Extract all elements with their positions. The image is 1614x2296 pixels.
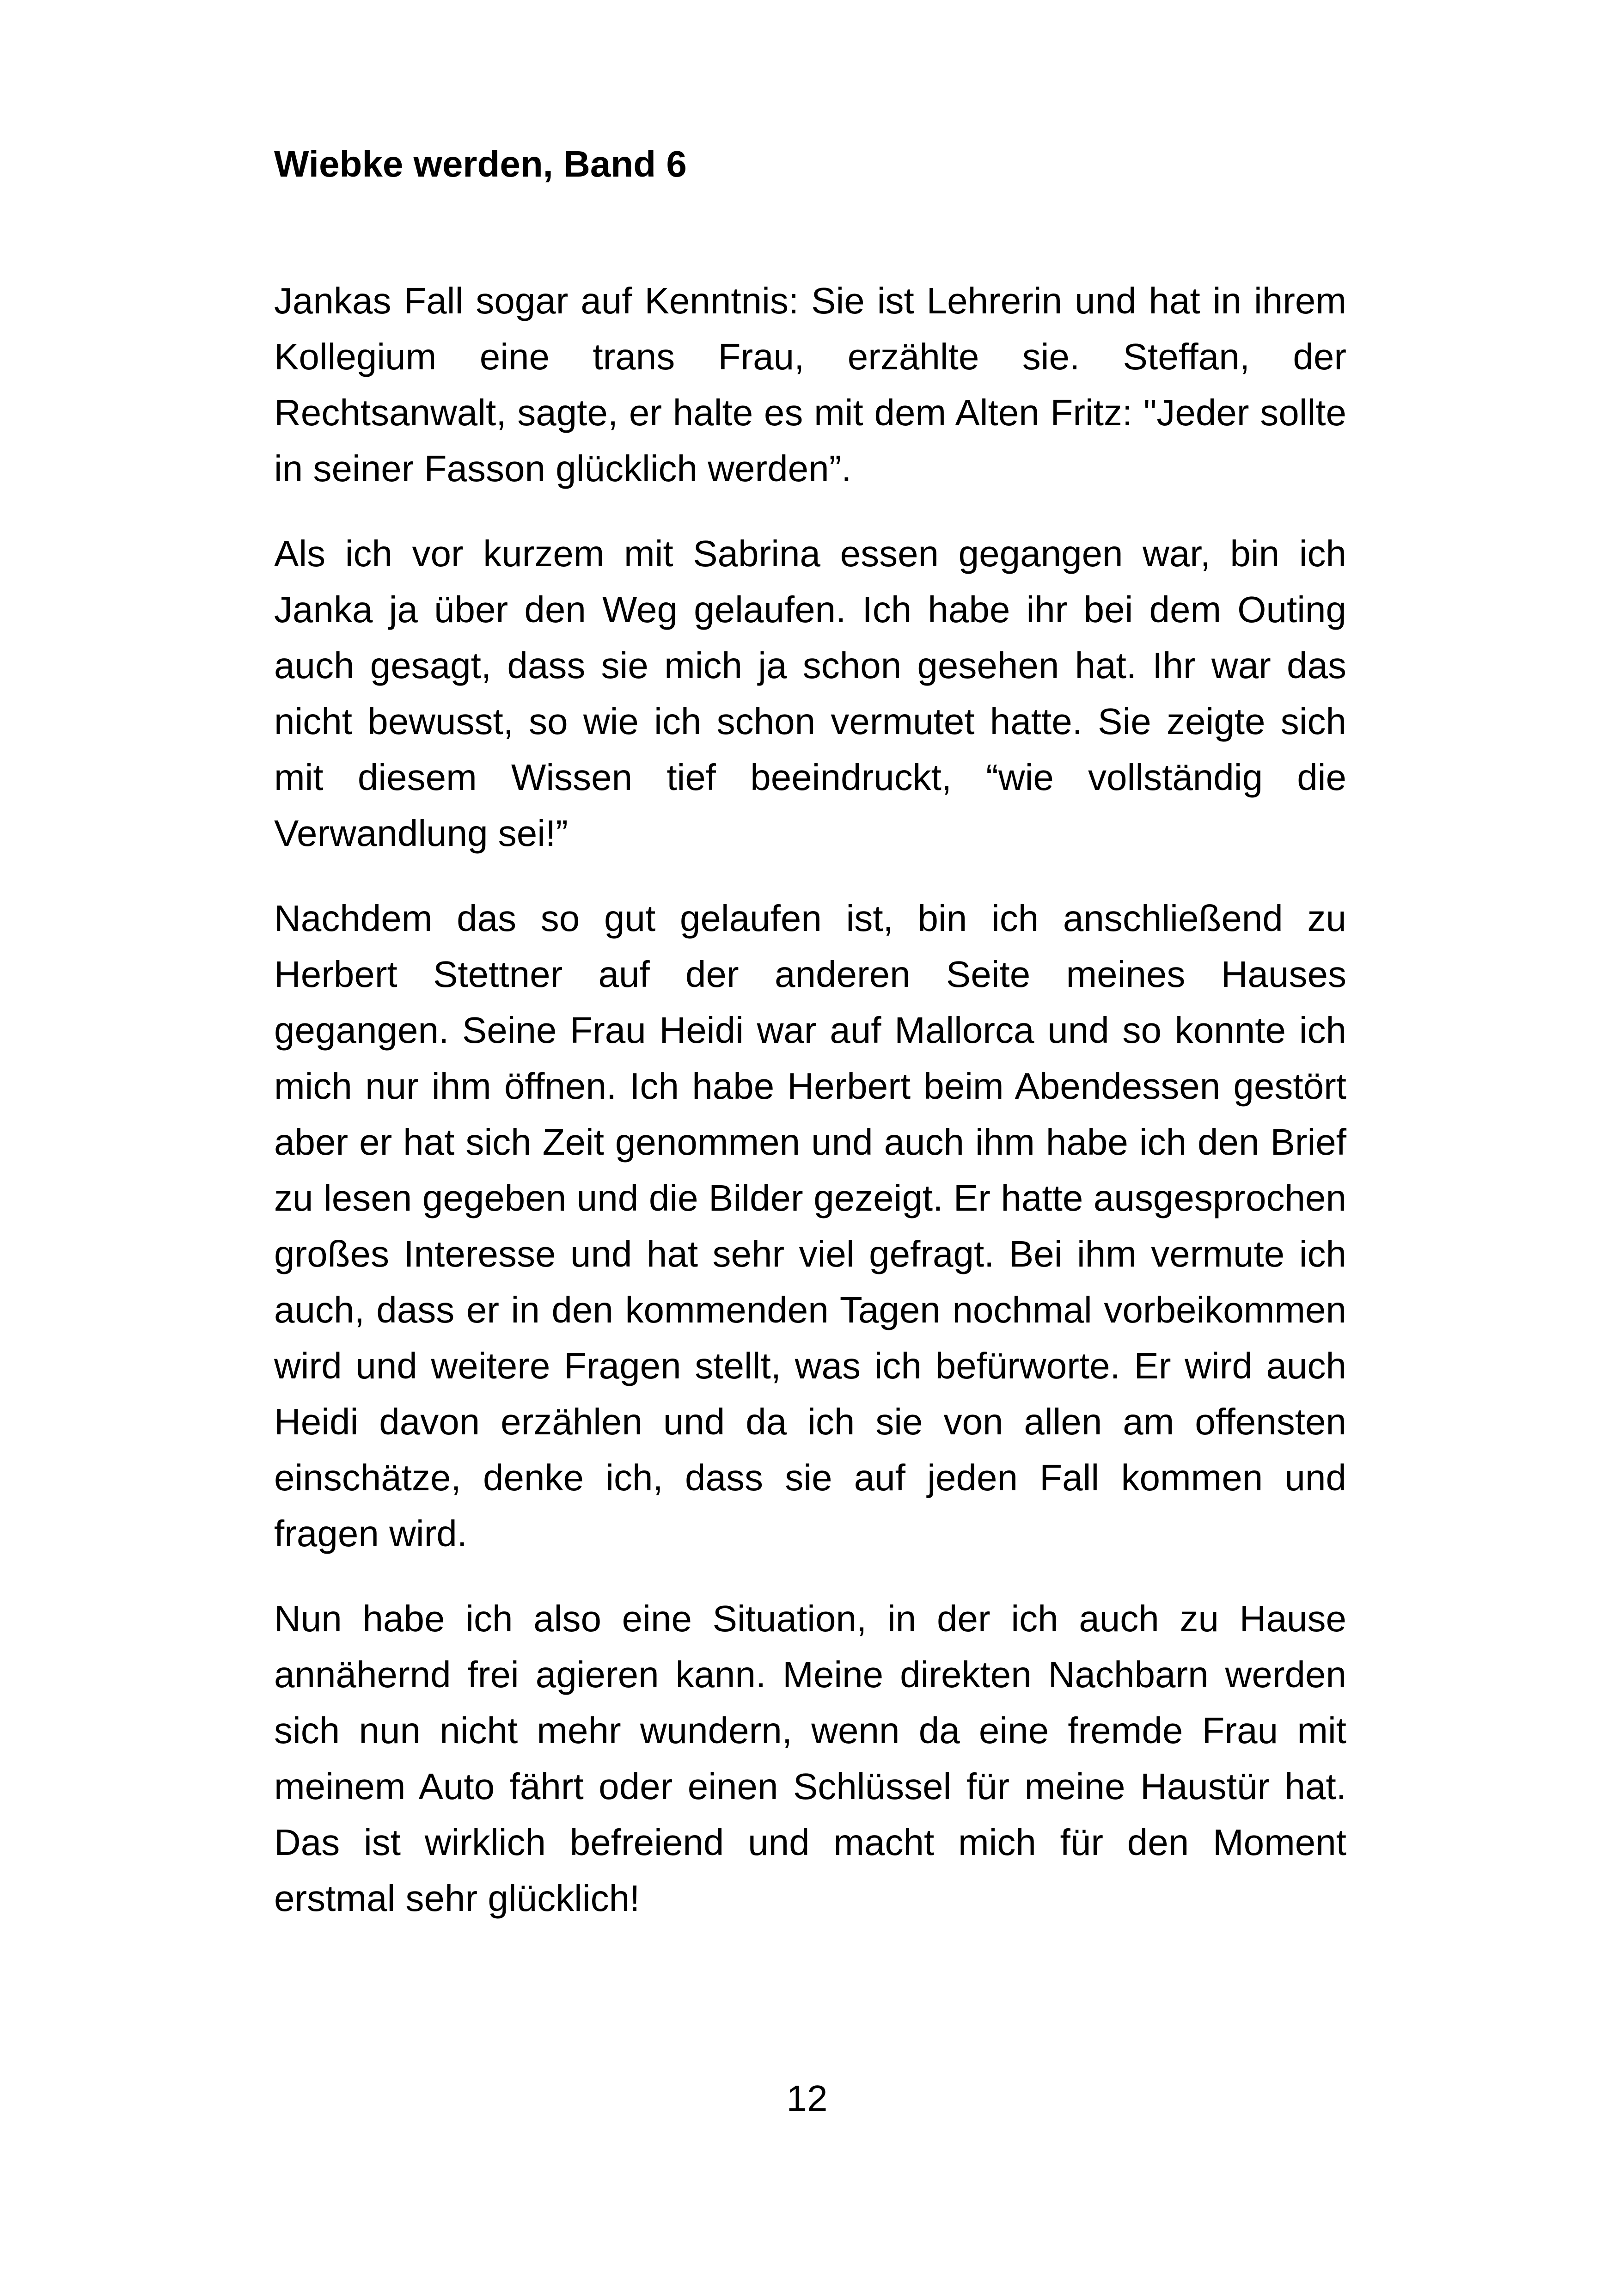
paragraph: Nun habe ich also eine Situation, in der ich auch zu Hause annähernd frei agieren kann. Meine direkten Nachbarn werden sich nun nicht mehr wundern, wenn da eine fremde Frau mit meinem Auto fährt oder einen Schlüssel für meine Haustür hat. Das ist wirklich befreiend und macht mich für den Moment erstmal sehr glücklich! <box>274 1598 1346 1919</box>
page-number: 12 <box>786 2078 828 2119</box>
paragraph: Als ich vor kurzem mit Sabrina essen gegangen war, bin ich Janka ja über den Weg gelaufen. Ich habe ihr bei dem Outing auch gesagt, dass sie mich ja schon gesehen hat. Ihr war das nicht bewusst, so wie ich schon vermutet hatte. Sie zeigte sich mit diesem Wissen tief beeindruckt, “wie vollständig die Verwandlung sei!” <box>274 533 1346 854</box>
running-header: Wiebke werden, Band 6 <box>274 143 687 184</box>
body-text <box>274 273 1346 1955</box>
paragraph: Nachdem das so gut gelaufen ist, bin ich anschließend zu Herbert Stettner auf der anderen Seite meines Hauses gegangen. Seine Frau Heidi war auf Mallorca und so konnte ich mich nur ihm öffnen. Ich habe Herbert beim Abendessen gestört aber er hat sich Zeit genommen und auch ihm habe ich den Brief zu lesen gegeben und die Bilder gezeigt. Er hatte ausgesprochen großes Interesse und hat sehr viel gefragt. Bei ihm vermute ich auch, dass er in den kommenden Tagen nochmal vorbeikommen wird und weitere Fragen stellt, was ich befürworte. Er wird auch Heidi davon erzählen und da ich sie von allen am offensten einschätze, denke ich, dass sie auf jeden Fall kommen und fragen wird. <box>274 898 1346 1554</box>
paragraph: Jankas Fall sogar auf Kenntnis: Sie ist Lehrerin und hat in ihrem Kollegium eine trans Frau, erzählte sie. Steffan, der Rechtsanwalt, sagte, er halte es mit dem Alten Fritz: "Jeder sollte in seiner Fasson glücklich werden”. <box>274 280 1346 489</box>
